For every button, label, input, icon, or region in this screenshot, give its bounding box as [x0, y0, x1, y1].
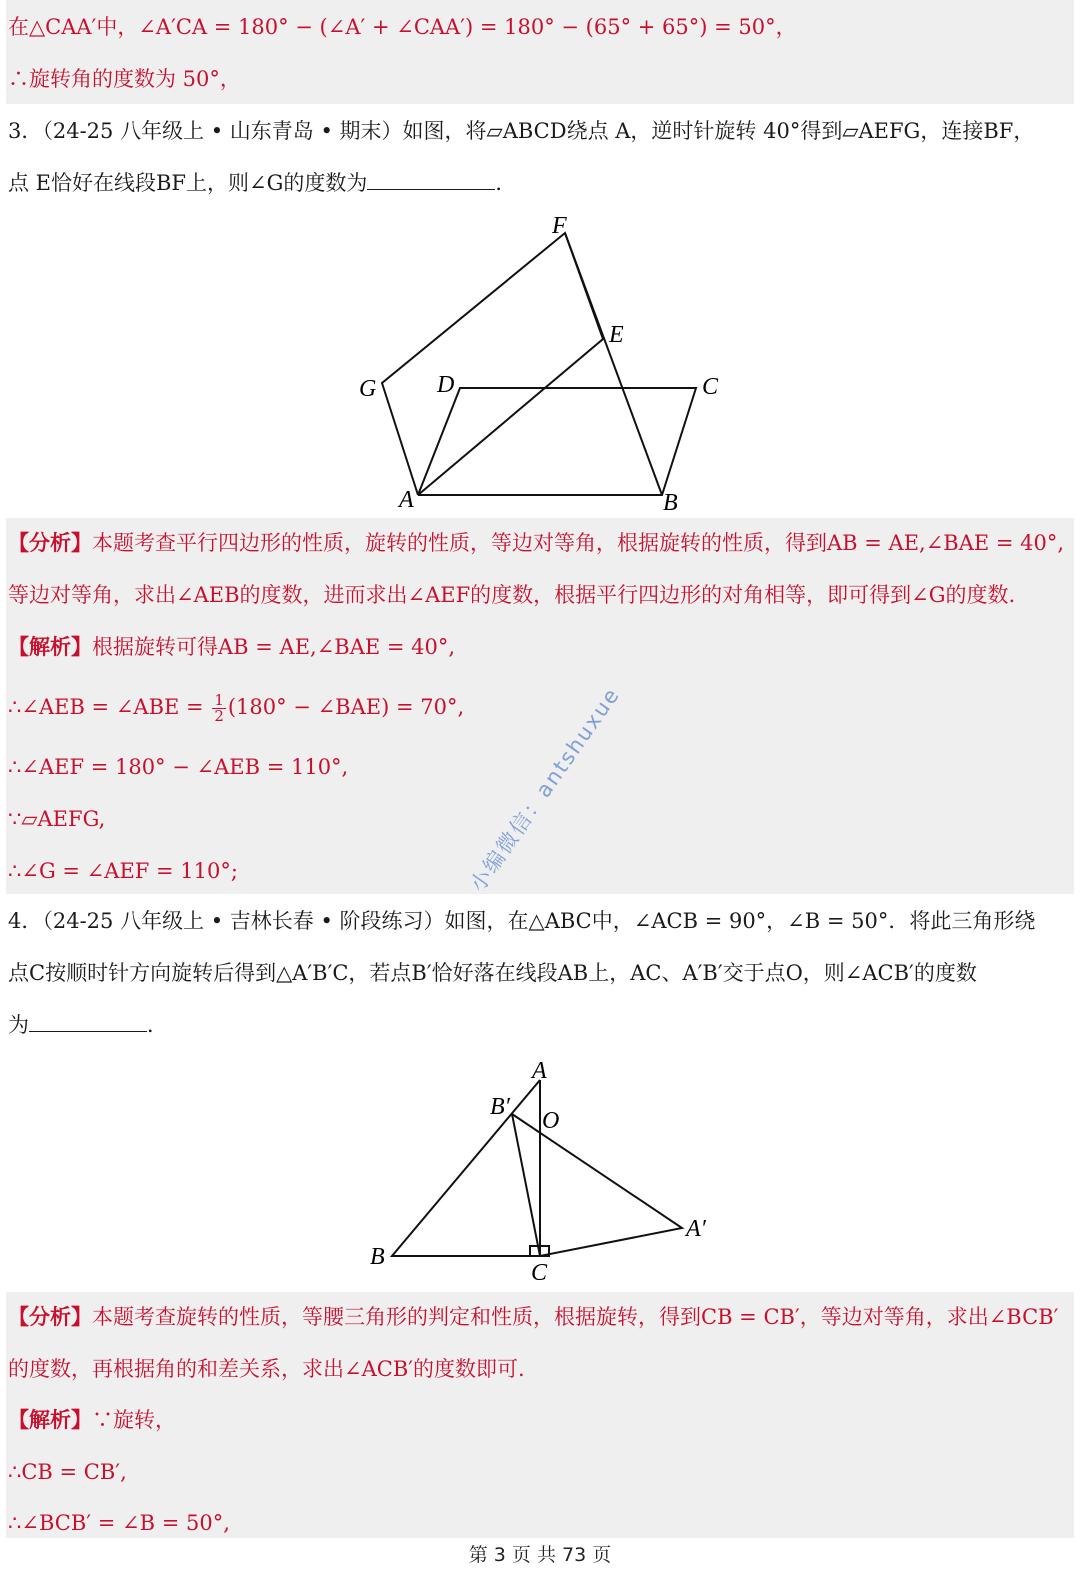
q4-analysis-line-1: [8, 1302, 1058, 1332]
q3-label-d: D: [437, 372, 455, 398]
q4-line-3-end: ．: [147, 1013, 168, 1037]
q3-solution-line-2: [8, 692, 464, 724]
watermark: 小编微信：antshuxue: [465, 682, 625, 897]
q4-solution-line-3: ∴∠BCB′ = ∠B = 50°,: [8, 1511, 230, 1535]
top-line-1: 在△CAA′中，∠A′CA = 180° − (∠A′ + ∠CAA′) = 180° − (65° + 65°) = 50°，: [8, 15, 797, 39]
q4-answer-blank: [29, 1031, 147, 1032]
q3-solution-text-2b: (180° − ∠BAE) = 70°,: [227, 695, 465, 719]
q4-label-c: C: [531, 1260, 548, 1286]
q4-label-a-prime: A′: [686, 1216, 706, 1242]
q3-line-2: [8, 168, 516, 198]
page-footer: 第 3 页 共 73 页: [468, 1544, 612, 1566]
q4-solution-text-1: ∵旋转，: [92, 1408, 176, 1432]
q3-label-b: B: [663, 490, 678, 516]
q4-solution-line-1: [8, 1405, 176, 1435]
q3-line-1: 3．（24-25 八年级上 • 山东青岛 • 期末）如图，将▱ABCD绕点 A，逆时针旋转 40°得到▱AEFG，连接BF，: [8, 119, 1035, 143]
q4-line-3: [8, 1010, 168, 1040]
q4-analysis-text-1: 本题考查旋转的性质，等腰三角形的判定和性质，根据旋转，得到CB = CB′，等边对等角，求出∠BCB′: [92, 1305, 1059, 1329]
q3-line-2-text: 点 E恰好在线段BF上，则∠G的度数为: [8, 171, 368, 195]
q3-figure: [350, 208, 730, 518]
q3-fraction-num: 1: [214, 691, 224, 709]
q3-line-2-end: ．: [495, 171, 517, 195]
q4-label-a: A: [532, 1058, 547, 1084]
q3-label-e: E: [609, 322, 624, 348]
q3-label-a: A: [399, 487, 414, 513]
q3-label-g: G: [359, 376, 377, 402]
q3-analysis-line-1: [8, 528, 1064, 558]
q3-analysis-text-1: 本题考查平行四边形的性质，旋转的性质，等边对等角，根据旋转的性质，得到AB = AE,∠BAE = 40°,: [92, 531, 1065, 555]
q4-solution-line-2: ∴CB = CB′,: [8, 1460, 127, 1484]
q3-solution-text-2a: ∴∠AEB = ∠ABE =: [8, 695, 211, 719]
q3-label-c: C: [702, 374, 719, 400]
q4-line-3-text: 为: [8, 1013, 29, 1037]
q3-label-f: F: [552, 213, 567, 239]
q4-analysis-tag: 【分析】: [8, 1304, 92, 1329]
q4-label-b: B: [370, 1244, 385, 1270]
q4-line-1: 4．（24-25 八年级上 • 吉林长春 • 阶段练习）如图，在△ABC中，∠ACB = 90°，∠B = 50°．将此三角形绕: [8, 909, 1036, 933]
q3-fraction-den: 2: [214, 707, 224, 725]
q3-solution-line-5: ∴∠G = ∠AEF = 110°;: [8, 859, 238, 883]
q4-analysis-line-2: 的度数，再根据角的和差关系，求出∠ACB′的度数即可.: [8, 1357, 525, 1381]
q3-analysis-line-2: 等边对等角，求出∠AEB的度数，进而求出∠AEF的度数，根据平行四边形的对角相等，即可得到∠G的度数.: [8, 583, 1016, 607]
q4-line-2: 点C按顺时针方向旋转后得到△A′B′C，若点B′恰好落在线段AB上，AC、A′B′交于点O，则∠ACB′的度数: [8, 961, 977, 985]
q3-solution-line-1: [8, 632, 455, 662]
q4-figure: [360, 1050, 720, 1290]
q3-solution-text-1: 根据旋转可得AB = AE,∠BAE = 40°,: [92, 635, 456, 659]
q3-solution-line-4: ∵▱AEFG,: [8, 807, 106, 831]
q3-answer-blank: [367, 189, 495, 190]
q4-label-o: O: [542, 1108, 560, 1134]
top-line-2: ∴旋转角的度数为 50°，: [8, 67, 241, 91]
q4-label-b-prime: B′: [490, 1094, 510, 1120]
q3-fraction: [212, 693, 226, 724]
q3-analysis-tag: 【分析】: [8, 530, 92, 555]
q3-solution-tag: 【解析】: [8, 634, 92, 659]
q3-solution-line-3: ∴∠AEF = 180° − ∠AEB = 110°,: [8, 755, 349, 779]
q4-solution-tag: 【解析】: [8, 1407, 92, 1432]
